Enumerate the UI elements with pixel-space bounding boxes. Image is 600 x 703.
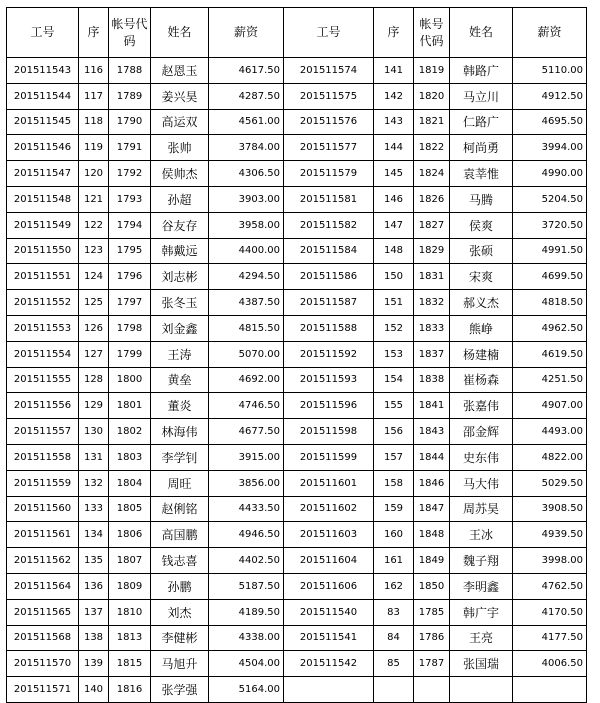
header-row [7, 8, 587, 58]
cell-emp-id-2: 201511599 [284, 444, 374, 470]
cell-name: 刘志彬 [151, 264, 209, 290]
cell-salary-2: 5110.00 [513, 58, 587, 84]
cell-seq: 130 [79, 419, 109, 445]
cell-account-code-2: 1824 [414, 161, 450, 187]
cell-salary: 4946.50 [209, 522, 284, 548]
cell-emp-id: 201511547 [7, 161, 79, 187]
cell-emp-id-2: 201511592 [284, 341, 374, 367]
table-row [7, 341, 587, 367]
cell-seq: 118 [79, 109, 109, 135]
cell-salary: 3958.00 [209, 212, 284, 238]
cell-seq: 117 [79, 83, 109, 109]
cell-account-code-2: 1827 [414, 212, 450, 238]
cell-name: 孙鹏 [151, 573, 209, 599]
cell-name: 张学强 [151, 677, 209, 703]
cell-account-code-2: 1847 [414, 496, 450, 522]
cell-account-code: 1795 [109, 238, 151, 264]
table-row [7, 444, 587, 470]
cell-name: 孙超 [151, 186, 209, 212]
cell-emp-id: 201511544 [7, 83, 79, 109]
cell-emp-id: 201511570 [7, 651, 79, 677]
header-salary-2: 薪资 [513, 8, 587, 58]
cell-name: 赵俐铭 [151, 496, 209, 522]
cell-account-code-2: 1826 [414, 186, 450, 212]
cell-salary: 4677.50 [209, 419, 284, 445]
cell-seq-2: 83 [374, 599, 414, 625]
cell-salary: 4287.50 [209, 83, 284, 109]
cell-seq: 135 [79, 548, 109, 574]
cell-name-2: 袁莘惟 [450, 161, 513, 187]
table-row [7, 58, 587, 84]
cell-account-code-2: 1820 [414, 83, 450, 109]
cell-account-code-2: 1831 [414, 264, 450, 290]
cell-account-code: 1788 [109, 58, 151, 84]
cell-name-2 [450, 677, 513, 703]
cell-emp-id: 201511549 [7, 212, 79, 238]
cell-salary-2: 4818.50 [513, 290, 587, 316]
cell-emp-id: 201511555 [7, 367, 79, 393]
cell-seq-2: 157 [374, 444, 414, 470]
cell-account-code-2: 1841 [414, 393, 450, 419]
cell-emp-id-2: 201511603 [284, 522, 374, 548]
cell-salary: 5187.50 [209, 573, 284, 599]
cell-salary: 4617.50 [209, 58, 284, 84]
cell-salary-2: 4822.00 [513, 444, 587, 470]
cell-account-code: 1790 [109, 109, 151, 135]
cell-seq-2: 160 [374, 522, 414, 548]
cell-name-2: 马立川 [450, 83, 513, 109]
cell-seq-2: 144 [374, 135, 414, 161]
cell-seq-2: 158 [374, 470, 414, 496]
cell-account-code: 1791 [109, 135, 151, 161]
cell-seq: 136 [79, 573, 109, 599]
cell-salary: 4400.00 [209, 238, 284, 264]
table-row [7, 470, 587, 496]
cell-emp-id: 201511557 [7, 419, 79, 445]
cell-emp-id: 201511551 [7, 264, 79, 290]
cell-name-2: 马腾 [450, 186, 513, 212]
cell-seq-2: 156 [374, 419, 414, 445]
cell-salary-2: 4699.50 [513, 264, 587, 290]
cell-name: 韩戴远 [151, 238, 209, 264]
cell-seq: 127 [79, 341, 109, 367]
cell-account-code-2: 1838 [414, 367, 450, 393]
table-row [7, 548, 587, 574]
header-salary: 薪资 [209, 8, 284, 58]
cell-account-code: 1803 [109, 444, 151, 470]
cell-seq-2: 84 [374, 625, 414, 651]
cell-emp-id-2: 201511604 [284, 548, 374, 574]
cell-account-code-2: 1833 [414, 315, 450, 341]
cell-seq: 139 [79, 651, 109, 677]
cell-emp-id: 201511571 [7, 677, 79, 703]
header-seq: 序 [79, 8, 109, 58]
cell-account-code: 1797 [109, 290, 151, 316]
cell-salary-2: 4990.00 [513, 161, 587, 187]
cell-name-2: 张嘉伟 [450, 393, 513, 419]
cell-account-code: 1816 [109, 677, 151, 703]
table-row [7, 677, 587, 703]
cell-name: 刘金鑫 [151, 315, 209, 341]
cell-emp-id-2: 201511582 [284, 212, 374, 238]
cell-salary-2: 3998.00 [513, 548, 587, 574]
cell-name-2: 崔杨森 [450, 367, 513, 393]
cell-salary-2 [513, 677, 587, 703]
cell-account-code-2: 1832 [414, 290, 450, 316]
cell-name-2: 李明鑫 [450, 573, 513, 599]
table-row [7, 161, 587, 187]
cell-salary-2: 4762.50 [513, 573, 587, 599]
cell-salary-2: 5029.50 [513, 470, 587, 496]
cell-emp-id-2: 201511579 [284, 161, 374, 187]
cell-name-2: 魏子翔 [450, 548, 513, 574]
cell-name-2: 张硕 [450, 238, 513, 264]
cell-account-code: 1806 [109, 522, 151, 548]
table-row [7, 290, 587, 316]
cell-name: 黄垒 [151, 367, 209, 393]
cell-emp-id: 201511552 [7, 290, 79, 316]
cell-salary: 5164.00 [209, 677, 284, 703]
cell-salary-2: 4177.50 [513, 625, 587, 651]
cell-name: 高国鹏 [151, 522, 209, 548]
table-row [7, 496, 587, 522]
cell-seq: 132 [79, 470, 109, 496]
cell-account-code: 1800 [109, 367, 151, 393]
cell-salary: 4387.50 [209, 290, 284, 316]
cell-account-code-2: 1846 [414, 470, 450, 496]
cell-account-code: 1804 [109, 470, 151, 496]
cell-account-code: 1792 [109, 161, 151, 187]
cell-seq: 124 [79, 264, 109, 290]
cell-salary: 4504.00 [209, 651, 284, 677]
cell-seq: 119 [79, 135, 109, 161]
cell-seq: 131 [79, 444, 109, 470]
cell-emp-id: 201511553 [7, 315, 79, 341]
cell-seq-2: 148 [374, 238, 414, 264]
cell-account-code: 1798 [109, 315, 151, 341]
cell-seq-2: 161 [374, 548, 414, 574]
table-row [7, 109, 587, 135]
cell-salary-2: 4907.00 [513, 393, 587, 419]
cell-account-code: 1815 [109, 651, 151, 677]
cell-seq-2: 155 [374, 393, 414, 419]
cell-emp-id-2: 201511575 [284, 83, 374, 109]
cell-seq-2: 153 [374, 341, 414, 367]
cell-seq-2: 151 [374, 290, 414, 316]
cell-name: 董炎 [151, 393, 209, 419]
cell-seq-2: 162 [374, 573, 414, 599]
cell-account-code: 1793 [109, 186, 151, 212]
cell-salary: 3856.00 [209, 470, 284, 496]
cell-emp-id: 201511554 [7, 341, 79, 367]
cell-salary: 3903.00 [209, 186, 284, 212]
table-row [7, 419, 587, 445]
cell-emp-id-2: 201511598 [284, 419, 374, 445]
cell-account-code-2: 1786 [414, 625, 450, 651]
cell-seq-2: 147 [374, 212, 414, 238]
cell-name-2: 宋爽 [450, 264, 513, 290]
cell-emp-id-2: 201511596 [284, 393, 374, 419]
cell-salary: 4561.00 [209, 109, 284, 135]
cell-account-code-2: 1837 [414, 341, 450, 367]
cell-seq: 123 [79, 238, 109, 264]
cell-account-code-2: 1787 [414, 651, 450, 677]
cell-emp-id: 201511568 [7, 625, 79, 651]
cell-name-2: 王冰 [450, 522, 513, 548]
cell-seq: 122 [79, 212, 109, 238]
cell-name-2: 韩广宇 [450, 599, 513, 625]
cell-emp-id: 201511548 [7, 186, 79, 212]
header-emp-id: 工号 [7, 8, 79, 58]
cell-name: 张帅 [151, 135, 209, 161]
cell-salary: 4189.50 [209, 599, 284, 625]
cell-seq-2 [374, 677, 414, 703]
header-account-code-2: 帐号代码 [414, 8, 450, 58]
cell-name-2: 马大伟 [450, 470, 513, 496]
cell-name: 王涛 [151, 341, 209, 367]
header-seq-2: 序 [374, 8, 414, 58]
cell-seq-2: 145 [374, 161, 414, 187]
cell-account-code: 1807 [109, 548, 151, 574]
cell-seq: 129 [79, 393, 109, 419]
cell-name-2: 杨建楠 [450, 341, 513, 367]
cell-seq: 125 [79, 290, 109, 316]
cell-account-code-2: 1829 [414, 238, 450, 264]
cell-account-code-2: 1821 [414, 109, 450, 135]
cell-name: 张冬玉 [151, 290, 209, 316]
cell-emp-id-2: 201511593 [284, 367, 374, 393]
cell-emp-id-2: 201511606 [284, 573, 374, 599]
cell-salary-2: 4912.50 [513, 83, 587, 109]
cell-emp-id: 201511558 [7, 444, 79, 470]
cell-emp-id: 201511561 [7, 522, 79, 548]
cell-emp-id-2: 201511601 [284, 470, 374, 496]
cell-emp-id-2: 201511584 [284, 238, 374, 264]
cell-account-code-2: 1819 [414, 58, 450, 84]
table-row [7, 599, 587, 625]
table-row [7, 367, 587, 393]
cell-seq: 138 [79, 625, 109, 651]
cell-seq: 133 [79, 496, 109, 522]
cell-emp-id-2: 201511577 [284, 135, 374, 161]
cell-salary-2: 3908.50 [513, 496, 587, 522]
cell-seq-2: 152 [374, 315, 414, 341]
cell-account-code: 1805 [109, 496, 151, 522]
cell-salary-2: 4170.50 [513, 599, 587, 625]
cell-name: 谷友存 [151, 212, 209, 238]
cell-account-code: 1810 [109, 599, 151, 625]
cell-seq: 121 [79, 186, 109, 212]
cell-seq-2: 150 [374, 264, 414, 290]
cell-name-2: 张国瑞 [450, 651, 513, 677]
cell-salary: 4306.50 [209, 161, 284, 187]
cell-name: 周旺 [151, 470, 209, 496]
cell-salary-2: 4251.50 [513, 367, 587, 393]
cell-name-2: 仁路广 [450, 109, 513, 135]
cell-seq-2: 146 [374, 186, 414, 212]
table-row [7, 625, 587, 651]
cell-account-code-2 [414, 677, 450, 703]
cell-emp-id-2: 201511541 [284, 625, 374, 651]
cell-account-code: 1801 [109, 393, 151, 419]
cell-salary-2: 5204.50 [513, 186, 587, 212]
cell-salary: 4402.50 [209, 548, 284, 574]
cell-name: 李学钊 [151, 444, 209, 470]
cell-account-code: 1789 [109, 83, 151, 109]
cell-account-code: 1809 [109, 573, 151, 599]
cell-seq: 120 [79, 161, 109, 187]
table-row [7, 315, 587, 341]
header-account-code: 帐号代码 [109, 8, 151, 58]
cell-salary: 4433.50 [209, 496, 284, 522]
cell-salary: 3784.00 [209, 135, 284, 161]
cell-seq: 140 [79, 677, 109, 703]
cell-salary: 4815.50 [209, 315, 284, 341]
cell-emp-id: 201511560 [7, 496, 79, 522]
cell-emp-id-2: 201511587 [284, 290, 374, 316]
cell-account-code: 1802 [109, 419, 151, 445]
cell-name-2: 柯尚勇 [450, 135, 513, 161]
table-row [7, 651, 587, 677]
cell-name-2: 侯爽 [450, 212, 513, 238]
cell-emp-id-2: 201511542 [284, 651, 374, 677]
cell-account-code-2: 1848 [414, 522, 450, 548]
cell-seq: 134 [79, 522, 109, 548]
cell-name-2: 熊峥 [450, 315, 513, 341]
cell-name: 李健彬 [151, 625, 209, 651]
cell-salary-2: 4939.50 [513, 522, 587, 548]
table-row [7, 264, 587, 290]
cell-emp-id: 201511545 [7, 109, 79, 135]
table-row [7, 186, 587, 212]
cell-emp-id: 201511565 [7, 599, 79, 625]
header-emp-id-2: 工号 [284, 8, 374, 58]
header-name: 姓名 [151, 8, 209, 58]
cell-emp-id: 201511543 [7, 58, 79, 84]
cell-name: 侯帅杰 [151, 161, 209, 187]
cell-emp-id: 201511556 [7, 393, 79, 419]
cell-seq: 137 [79, 599, 109, 625]
cell-name: 赵恩玉 [151, 58, 209, 84]
cell-emp-id-2: 201511576 [284, 109, 374, 135]
cell-emp-id: 201511564 [7, 573, 79, 599]
cell-seq: 126 [79, 315, 109, 341]
cell-account-code-2: 1849 [414, 548, 450, 574]
cell-name-2: 周苏昊 [450, 496, 513, 522]
cell-account-code: 1796 [109, 264, 151, 290]
table-row [7, 83, 587, 109]
cell-account-code-2: 1844 [414, 444, 450, 470]
table-row [7, 573, 587, 599]
cell-seq: 116 [79, 58, 109, 84]
cell-account-code-2: 1850 [414, 573, 450, 599]
cell-name-2: 史东伟 [450, 444, 513, 470]
cell-account-code: 1794 [109, 212, 151, 238]
cell-emp-id: 201511559 [7, 470, 79, 496]
cell-name: 钱志喜 [151, 548, 209, 574]
cell-salary-2: 4006.50 [513, 651, 587, 677]
cell-emp-id-2: 201511581 [284, 186, 374, 212]
cell-seq-2: 143 [374, 109, 414, 135]
cell-name: 林海伟 [151, 419, 209, 445]
cell-seq-2: 159 [374, 496, 414, 522]
cell-emp-id: 201511562 [7, 548, 79, 574]
cell-emp-id: 201511546 [7, 135, 79, 161]
cell-seq-2: 141 [374, 58, 414, 84]
table-row [7, 238, 587, 264]
table-row [7, 393, 587, 419]
cell-salary: 4338.00 [209, 625, 284, 651]
cell-salary: 5070.00 [209, 341, 284, 367]
cell-emp-id-2: 201511602 [284, 496, 374, 522]
cell-name-2: 邵金辉 [450, 419, 513, 445]
table-row [7, 522, 587, 548]
cell-emp-id-2: 201511574 [284, 58, 374, 84]
cell-seq-2: 85 [374, 651, 414, 677]
cell-salary: 4692.00 [209, 367, 284, 393]
cell-account-code: 1813 [109, 625, 151, 651]
cell-emp-id-2: 201511588 [284, 315, 374, 341]
cell-account-code: 1799 [109, 341, 151, 367]
cell-account-code-2: 1785 [414, 599, 450, 625]
cell-name-2: 韩路广 [450, 58, 513, 84]
cell-salary: 3915.00 [209, 444, 284, 470]
cell-name: 刘杰 [151, 599, 209, 625]
cell-salary-2: 4962.50 [513, 315, 587, 341]
cell-salary: 4294.50 [209, 264, 284, 290]
cell-account-code-2: 1843 [414, 419, 450, 445]
cell-salary-2: 3994.00 [513, 135, 587, 161]
cell-emp-id-2: 201511540 [284, 599, 374, 625]
payroll-table [6, 7, 587, 703]
cell-salary-2: 4619.50 [513, 341, 587, 367]
cell-seq: 128 [79, 367, 109, 393]
cell-name: 高运双 [151, 109, 209, 135]
cell-name-2: 郝义杰 [450, 290, 513, 316]
cell-emp-id-2: 201511586 [284, 264, 374, 290]
cell-salary-2: 3720.50 [513, 212, 587, 238]
cell-salary-2: 4695.50 [513, 109, 587, 135]
cell-name: 姜兴昊 [151, 83, 209, 109]
cell-account-code-2: 1822 [414, 135, 450, 161]
cell-salary-2: 4493.00 [513, 419, 587, 445]
cell-salary: 4746.50 [209, 393, 284, 419]
cell-salary-2: 4991.50 [513, 238, 587, 264]
cell-seq-2: 154 [374, 367, 414, 393]
cell-name-2: 王亮 [450, 625, 513, 651]
header-name-2: 姓名 [450, 8, 513, 58]
cell-emp-id-2 [284, 677, 374, 703]
cell-emp-id: 201511550 [7, 238, 79, 264]
table-row [7, 212, 587, 238]
table-row [7, 135, 587, 161]
cell-name: 马旭升 [151, 651, 209, 677]
cell-seq-2: 142 [374, 83, 414, 109]
